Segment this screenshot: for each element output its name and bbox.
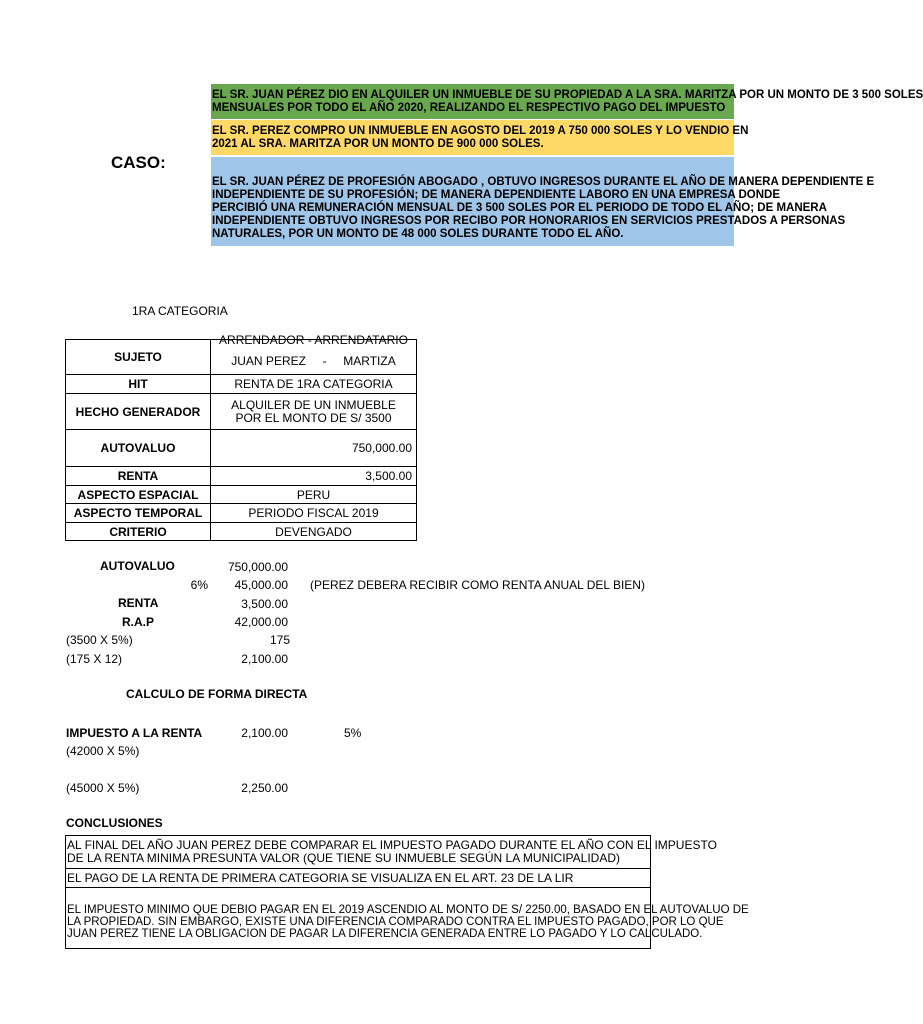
category-table [65, 333, 417, 541]
table-key-cell: RENTA [66, 467, 211, 486]
calc-renta-value: 3,500.00 [241, 597, 288, 611]
case-text-line: NATURALES, POR UN MONTO DE 48 000 SOLES DURANTE TODO EL AÑO. [212, 228, 624, 240]
case-text-line: MENSUALES POR TODO EL AÑO 2020, REALIZANDO EL RESPECTIVO PAGO DEL IMPUESTO [212, 102, 726, 114]
table-key-cell: HECHO GENERADOR [66, 394, 211, 430]
direct-calc-title: CALCULO DE FORMA DIRECTA [126, 687, 308, 701]
table-key-cell: CRITERIO [66, 523, 211, 541]
table-row [66, 523, 417, 541]
calc-formula-3: (42000 X 5%) [66, 744, 140, 758]
case-text-line: EL SR. JUAN PÉREZ DIO EN ALQUILER UN INMUEBLE DE SU PROPIEDAD A LA SRA. MARITZA POR UN MONTO DE 3 500 SOLES [212, 89, 923, 101]
conclusion-line: JUAN PEREZ TIENE LA OBLIGACION DE PAGAR LA DIFERENCIA GENERADA ENTRE LO PAGADO Y LO CALCULADO. [67, 928, 703, 940]
calc-autovaluo-value: 750,000.00 [227, 560, 288, 574]
table-row [66, 430, 417, 467]
calc-pct-note: (PEREZ DEBERA RECIBIR COMO RENTA ANUAL DEL BIEN) [310, 578, 645, 592]
calc-pct-label: 6% [190, 578, 208, 592]
case-text-line: INDEPENDIENTE DE SU PROFESIÓN; DE MANERA DEPENDIENTE LABORO EN UNA EMPRESA DONDE [212, 189, 781, 201]
conclusion-box [65, 835, 717, 869]
conclusion-line: EL IMPUESTO MINIMO QUE DEBIO PAGAR EN EL 2019 ASCENDIO AL MONTO DE S/ 2250.00, BASADO EN EL AUTOVALUO DE [67, 904, 749, 916]
table-key-cell: SUJETO [66, 340, 211, 375]
calc-formula-1-value: 175 [269, 633, 290, 647]
table-row [66, 486, 417, 504]
case-text-line: PERCIBIÓ UNA REMUNERACIÓN MENSUAL DE 3 500 SOLES POR EL PERIODO DE TODO EL AÑO; DE MANERA [212, 202, 827, 214]
table-value-cell: ALQUILER DE UN INMUEBLE POR EL MONTO DE S/ 3500 [211, 394, 417, 430]
section-title: 1RA CATEGORIA [132, 304, 228, 318]
case-text-line: EL SR. JUAN PÉREZ DE PROFESIÓN ABOGADO , OBTUVO INGRESOS DURANTE EL AÑO DE MANERA DEPENDIENTE E [212, 176, 875, 188]
table-value-cell: RENTA DE 1RA CATEGORIA [211, 375, 417, 394]
table-row [66, 340, 417, 375]
sujeto-top-text: ARRENDADOR - ARRENDATARIO [219, 333, 408, 347]
case-text-line: EL SR. PEREZ COMPRO UN INMUEBLE EN AGOSTO DEL 2019 A 750 000 SOLES Y LO VENDIO EN [212, 125, 749, 137]
calc-formula-4: (45000 X 5%) [66, 781, 140, 795]
calc-formula-1: (3500 X 5%) [66, 633, 133, 647]
impuesto-rate: 5% [344, 726, 362, 740]
table-key-cell: AUTOVALUO [66, 430, 211, 467]
table-row [66, 394, 417, 430]
calc-autovaluo-label: AUTOVALUO [100, 559, 175, 573]
table-row [66, 467, 417, 486]
case-yellow-band [211, 120, 749, 155]
case-text-line: INDEPENDIENTE OBTUVO INGRESOS POR RECIBO POR HONORARIOS EN SERVICIOS PRESTADOS A PERSONAS [212, 215, 846, 227]
table-row [66, 504, 417, 523]
case-green-band [211, 84, 923, 119]
table-value-cell: DEVENGADO [211, 523, 417, 541]
table-key-cell: HIT [66, 375, 211, 394]
calc-rap-value: 42,000.00 [234, 615, 288, 629]
case-text-line: 2021 AL SRA. MARITZA POR UN MONTO DE 900 000 SOLES. [212, 138, 544, 150]
impuesto-value: 2,100.00 [241, 726, 288, 740]
conclusions-title: CONCLUSIONES [66, 816, 163, 830]
impuesto-label: IMPUESTO A LA RENTA [66, 726, 203, 740]
calc-renta-label: RENTA [118, 596, 159, 610]
conclusion-line: EL PAGO DE LA RENTA DE PRIMERA CATEGORIA SE VISUALIZA EN EL ART. 23 DE LA LIR [67, 871, 574, 885]
calc-formula-2-value: 2,100.00 [241, 652, 288, 666]
table-value-cell [211, 333, 417, 375]
table-key-cell: ASPECTO ESPACIAL [66, 486, 211, 504]
table-value-cell: PERIODO FISCAL 2019 [211, 504, 417, 523]
table-value-cell: 3,500.00 [211, 467, 417, 486]
conclusion-box [65, 868, 651, 888]
sujeto-value: JUAN PEREZ - MARTIZA [231, 354, 396, 368]
table-value-cell: 750,000.00 [211, 430, 417, 467]
table-row [66, 375, 417, 394]
conclusion-line: AL FINAL DEL AÑO JUAN PEREZ DEBE COMPARAR EL IMPUESTO PAGADO DURANTE EL AÑO CON EL IMPUESTO [67, 838, 717, 852]
conclusion-box [65, 887, 749, 949]
calc-formula-4-value: 2,250.00 [241, 781, 288, 795]
conclusion-line: LA PROPIEDAD. SIN EMBARGO, EXISTE UNA DIFERENCIA COMPARADO CONTRA EL IMPUESTO PAGADO, POR LO QUE [67, 916, 724, 928]
case-label: CASO: [111, 153, 166, 172]
table-value-cell: PERU [211, 486, 417, 504]
conclusion-line: DE LA RENTA MINIMA PRESUNTA VALOR (QUE TIENE SU INMUEBLE SEGÚN LA MUNICIPALIDAD) [67, 851, 621, 865]
case-blue-band [211, 157, 875, 246]
calc-formula-2: (175 X 12) [66, 652, 123, 666]
calc-pct-value: 45,000.00 [234, 578, 288, 592]
table-key-cell: ASPECTO TEMPORAL [66, 504, 211, 523]
calc-rap-label: R.A.P [122, 615, 155, 629]
